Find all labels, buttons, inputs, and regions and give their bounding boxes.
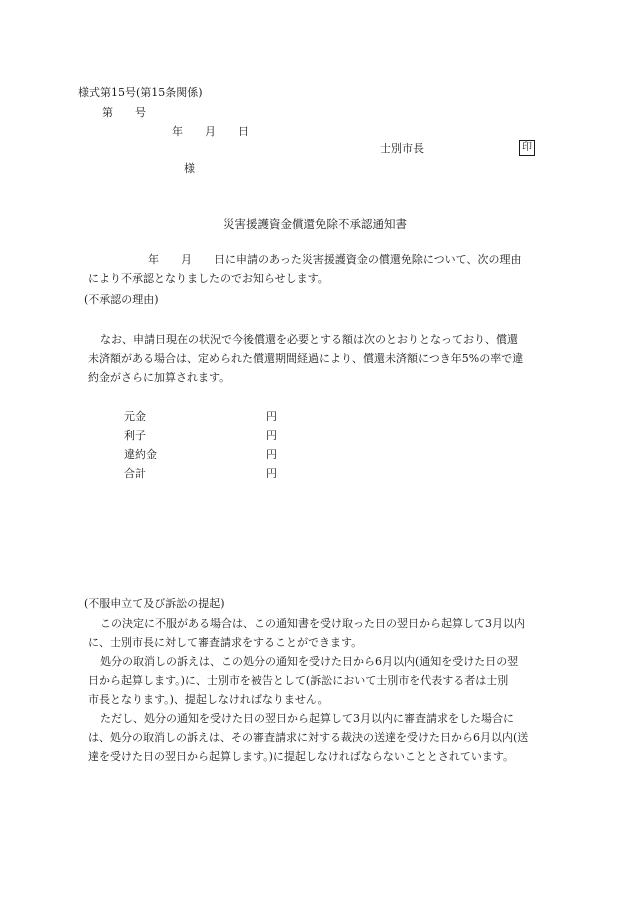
amount-label: 合計 [124,467,146,480]
document-number-line: 第 号 [102,106,146,119]
appeal-line: ただし、処分の通知を受けた日の翌日から起算して3月以内に審査請求をした場合に [100,712,514,725]
appeal-line: に、士別市長に対して審査請求をすることができます。 [88,636,363,649]
amount-unit: 円 [266,448,277,461]
amount-label: 元金 [124,410,146,423]
notice-line: なお、申請日現在の状況で今後償還を必要とする額は次のとおりとなっており、償還 [100,333,518,346]
appeal-line: 日から起算します。)に、士別市を被告として(訴訟において士別市を代表する者は士別 [88,674,509,687]
amount-label: 違約金 [124,448,157,461]
appeal-section [88,614,558,766]
intro-line: により不承認となりましたのでお知らせします。 [88,272,329,285]
notice-line: 約金がさらに加算されます。 [88,371,231,384]
appeal-line: は、処分の取消しの訴えは、その審査請求に対する裁決の送達を受けた日から6月以内(送 [88,731,529,744]
intro-paragraph [88,250,558,288]
appeal-line: 市長となります。)、提起しなければなりません。 [88,693,329,706]
amount-label: 利子 [124,429,146,442]
seal-stamp: 印 [519,140,535,156]
issue-date-line: 年 月 日 [172,125,249,138]
amount-unit: 円 [266,467,277,480]
appeal-line: この決定に不服がある場合は、この通知書を受け取った日の翌日から起算して3月以内 [100,617,525,630]
appeal-heading: (不服申立て及び訴訟の提起) [84,597,225,610]
intro-line: 年 月 日に申請のあった災害援護資金の償還免除について、次の理由 [148,253,522,266]
addressee-suffix: 様 [184,162,195,175]
amount-unit: 円 [266,429,277,442]
form-number-label: 様式第15号(第15条関係) [78,86,203,99]
notice-paragraph [88,330,558,387]
amount-unit: 円 [266,410,277,423]
appeal-line: 達を受けた日の翌日から起算します。)に提起しなければならないこととされています。 [88,750,515,763]
issuer-name: 士別市長 [380,142,424,155]
document-title: 災害援護資金償還免除不承認通知書 [223,217,407,231]
reason-heading: (不承認の理由) [84,293,159,306]
appeal-line: 処分の取消しの訴えは、この処分の通知を受けた日から6月以内(通知を受けた日の翌 [100,655,519,668]
notice-line: 未済額がある場合は、定められた償還期間経過により、償還未済額につき年5%の率で違 [88,352,524,365]
